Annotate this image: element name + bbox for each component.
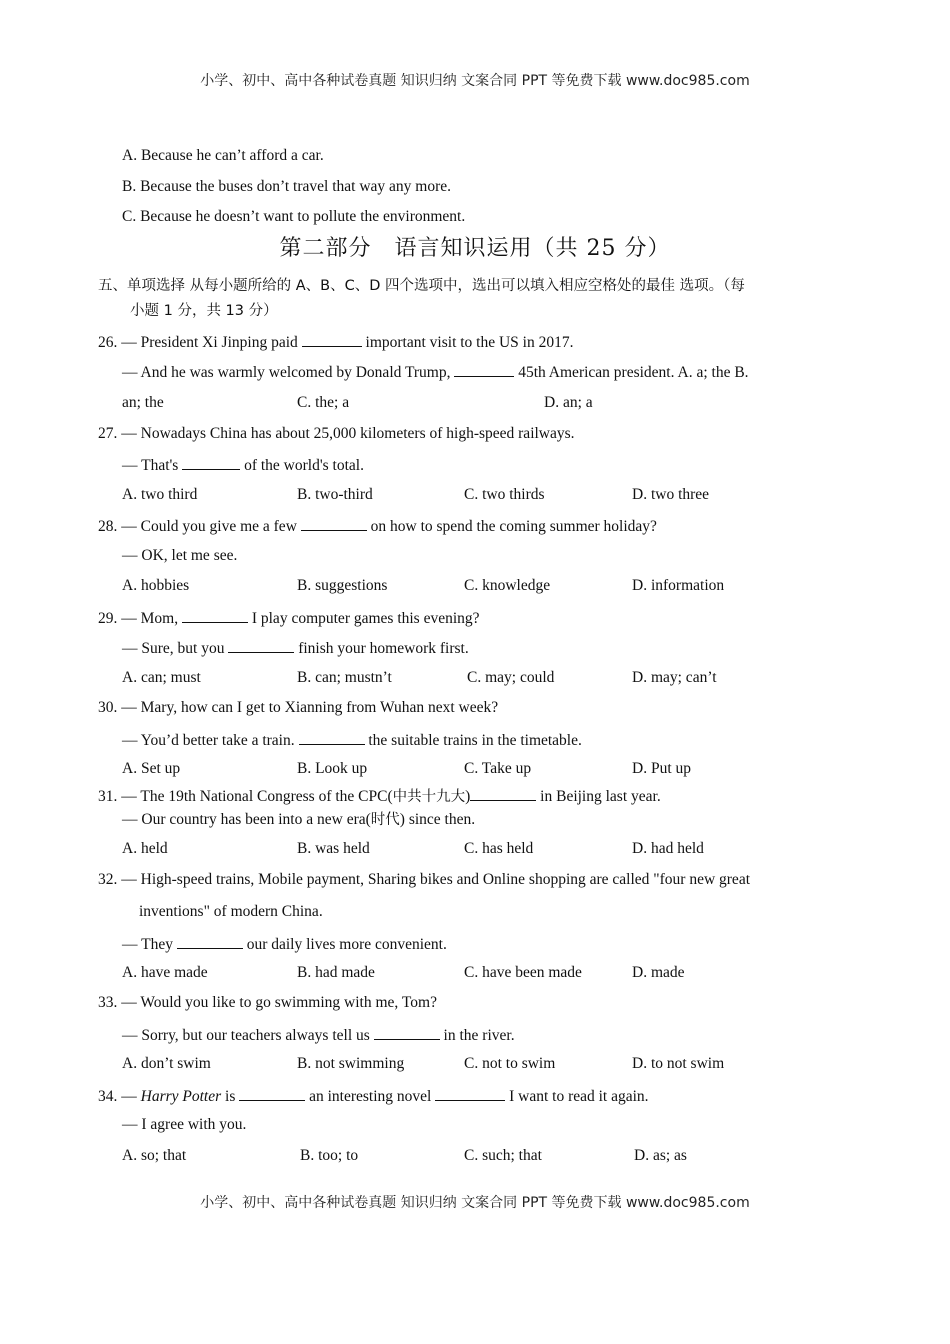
q34-option-d[interactable]: D. as; as bbox=[634, 1147, 687, 1164]
q31-option-b[interactable]: B. was held bbox=[297, 840, 370, 857]
q34-option-b[interactable]: B. too; to bbox=[300, 1147, 359, 1164]
part-title: 第二部分 语言知识运用（共 25 分） bbox=[279, 236, 671, 261]
q34-line1: 34. — Harry Potter is an interesting novel I want to read it again. bbox=[98, 1088, 649, 1105]
q33-option-a[interactable]: A. don’t swim bbox=[122, 1055, 211, 1072]
q29-option-b[interactable]: B. can; mustn’t bbox=[297, 669, 392, 686]
q34-option-a[interactable]: A. so; that bbox=[122, 1147, 187, 1164]
q30-option-c[interactable]: C. Take up bbox=[464, 760, 532, 777]
q29-option-c[interactable]: C. may; could bbox=[467, 669, 555, 686]
q27-option-c[interactable]: C. two thirds bbox=[464, 486, 545, 503]
q33-option-c[interactable]: C. not to swim bbox=[464, 1055, 556, 1072]
q32-line2: inventions" of modern China. bbox=[139, 903, 323, 920]
q27-option-d[interactable]: D. two three bbox=[632, 486, 710, 503]
q28-option-b[interactable]: B. suggestions bbox=[297, 577, 388, 594]
q27-line1: 27. — Nowadays China has about 25,000 kilometers of high-speed railways. bbox=[98, 425, 575, 442]
q28-line2: — OK, let me see. bbox=[122, 547, 238, 564]
q34-blank-1[interactable] bbox=[239, 1086, 305, 1101]
q33-option-b[interactable]: B. not swimming bbox=[297, 1055, 405, 1072]
q31-option-c[interactable]: C. has held bbox=[464, 840, 534, 857]
q31-blank[interactable] bbox=[470, 786, 536, 801]
q27-line2: — That's of the world's total. bbox=[122, 457, 364, 474]
q26-line1: 26. — President Xi Jinping paid important visit to the US in 2017. bbox=[98, 334, 574, 351]
section-instructions-line1: 五、单项选择 从每小题所给的 A、B、C、D 四个选项中，选出可以填入相应空格处的最佳 选项。（每 bbox=[98, 278, 745, 294]
q28-option-c[interactable]: C. knowledge bbox=[464, 577, 551, 594]
q27-option-b[interactable]: B. two-third bbox=[297, 486, 373, 503]
prev-option-c: C. Because he doesn’t want to pollute the environment. bbox=[122, 208, 466, 225]
q33-option-d[interactable]: D. to not swim bbox=[632, 1055, 725, 1072]
q32-option-d[interactable]: D. made bbox=[632, 964, 685, 981]
q32-option-c[interactable]: C. have been made bbox=[464, 964, 582, 981]
q29-option-d[interactable]: D. may; can’t bbox=[632, 669, 717, 686]
q26-blank-1[interactable] bbox=[302, 332, 362, 347]
q29-line2: — Sure, but you finish your homework first. bbox=[122, 640, 469, 657]
q33-blank[interactable] bbox=[374, 1025, 440, 1040]
q28-option-a[interactable]: A. hobbies bbox=[122, 577, 190, 594]
q30-option-d[interactable]: D. Put up bbox=[632, 760, 691, 777]
q28-option-d[interactable]: D. information bbox=[632, 577, 725, 594]
q27-option-a[interactable]: A. two third bbox=[122, 486, 198, 503]
q26-option-b-cont[interactable]: an; the bbox=[122, 394, 164, 411]
page-header: 小学、初中、高中各种试卷真题 知识归纳 文案合同 PPT 等免费下载 www.doc985.com bbox=[200, 73, 750, 89]
q27-blank[interactable] bbox=[182, 455, 240, 470]
q31-line2: — Our country has been into a new era(时代) since then. bbox=[122, 811, 476, 828]
q28-line1: 28. — Could you give me a few on how to spend the coming summer holiday? bbox=[98, 518, 657, 535]
q28-blank[interactable] bbox=[301, 516, 367, 531]
q30-line2: — You’d better take a train. the suitable trains in the timetable. bbox=[122, 732, 582, 749]
q29-blank-2[interactable] bbox=[228, 638, 294, 653]
q29-line1: 29. — Mom, I play computer games this evening? bbox=[98, 610, 480, 627]
q30-blank[interactable] bbox=[299, 730, 365, 745]
q34-line2: — I agree with you. bbox=[122, 1116, 247, 1133]
q33-line2: — Sorry, but our teachers always tell us in the river. bbox=[122, 1027, 515, 1044]
q31-option-a[interactable]: A. held bbox=[122, 840, 168, 857]
q29-option-a[interactable]: A. can; must bbox=[122, 669, 201, 686]
q31-option-d[interactable]: D. had held bbox=[632, 840, 704, 857]
q32-blank[interactable] bbox=[177, 934, 243, 949]
section-instructions-line2: 小题 1 分，共 13 分） bbox=[130, 303, 278, 319]
q26-blank-2[interactable] bbox=[454, 362, 514, 377]
page-footer: 小学、初中、高中各种试卷真题 知识归纳 文案合同 PPT 等免费下载 www.doc985.com bbox=[200, 1195, 750, 1211]
q31-line1: 31. — The 19th National Congress of the CPC(中共十九大) in Beijing last year. bbox=[98, 788, 661, 805]
q30-option-b[interactable]: B. Look up bbox=[297, 760, 368, 777]
q32-line3: — They our daily lives more convenient. bbox=[122, 936, 447, 953]
q26-option-d[interactable]: D. an; a bbox=[544, 394, 593, 411]
prev-option-b: B. Because the buses don’t travel that way any more. bbox=[122, 178, 451, 195]
q30-option-a[interactable]: A. Set up bbox=[122, 760, 181, 777]
q29-blank-1[interactable] bbox=[182, 608, 248, 623]
q34-option-c[interactable]: C. such; that bbox=[464, 1147, 542, 1164]
book-title: Harry Potter bbox=[140, 1088, 222, 1105]
q32-option-a[interactable]: A. have made bbox=[122, 964, 208, 981]
q32-line1: 32. — High-speed trains, Mobile payment, Sharing bikes and Online shopping are called "four new great bbox=[98, 871, 750, 888]
q26-option-c[interactable]: C. the; a bbox=[297, 394, 350, 411]
q33-line1: 33. — Would you like to go swimming with me, Tom? bbox=[98, 994, 437, 1011]
prev-option-a: A. Because he can’t afford a car. bbox=[122, 147, 324, 164]
q34-blank-2[interactable] bbox=[435, 1086, 505, 1101]
q32-option-b[interactable]: B. had made bbox=[297, 964, 375, 981]
q26-line2: — And he was warmly welcomed by Donald Trump, 45th American president. A. a; the B. bbox=[122, 364, 749, 381]
q30-line1: 30. — Mary, how can I get to Xianning from Wuhan next week? bbox=[98, 699, 499, 716]
